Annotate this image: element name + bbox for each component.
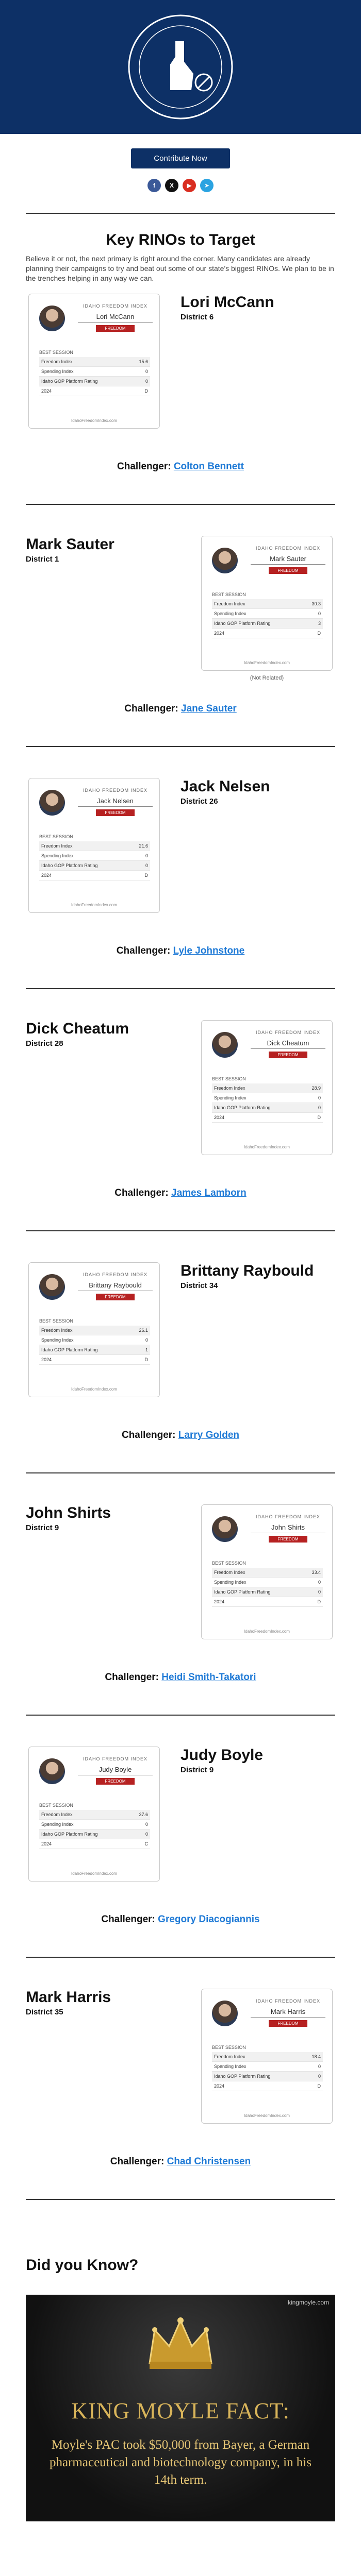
score-row: [212, 1103, 323, 1113]
candidate-heading: [180, 294, 335, 321]
fact-headline: KING MOYLE FACT:: [71, 2398, 290, 2424]
top-cta-area: [0, 134, 361, 168]
challenger-line: [0, 1188, 361, 1199]
card-org: IDAHO FREEDOM INDEX: [83, 1756, 147, 1761]
facebook-icon[interactable]: f: [147, 179, 161, 192]
card-section-label: BEST SESSION: [39, 1803, 73, 1808]
challenger-label: Challenger:: [117, 461, 174, 472]
candidate-name: Lori McCann: [180, 294, 274, 311]
score-label: Freedom Index: [214, 2054, 245, 2059]
candidate-photo: [39, 306, 65, 331]
freedom-badge: FREEDOM FAILURE: [96, 1294, 135, 1300]
contribute-now-button[interactable]: Contribute Now: [131, 148, 229, 168]
divider: [26, 2199, 335, 2200]
score-label: Spending Index: [41, 369, 74, 374]
card-candidate-name: Lori McCann: [78, 313, 153, 323]
challenger-label: Challenger:: [121, 1430, 178, 1440]
score-label: Spending Index: [41, 1337, 74, 1343]
did-you-know-section: [0, 2257, 361, 2521]
candidate-photo: [39, 790, 65, 816]
score-table: [39, 841, 150, 880]
card-footer: IdahoFreedomIndex.com: [244, 2113, 290, 2118]
card-footer: IdahoFreedomIndex.com: [71, 1387, 117, 1392]
score-value: 0: [145, 369, 148, 374]
score-value: 0: [318, 2064, 321, 2069]
card-footer: IdahoFreedomIndex.com: [244, 1145, 290, 1149]
card-candidate-name: Brittany Raybould: [78, 1281, 153, 1291]
candidate-photo: [212, 548, 238, 573]
score-row: [39, 1335, 150, 1345]
score-value: 0: [145, 379, 148, 384]
score-label: Idaho GOP Platform Rating: [214, 2074, 271, 2079]
score-table: [39, 357, 150, 396]
score-row: [212, 599, 323, 609]
candidate-block: [0, 520, 361, 762]
youtube-icon[interactable]: ▶: [183, 179, 196, 192]
score-table: [212, 599, 323, 638]
candidate-name: John Shirts: [26, 1504, 111, 1521]
social-links: [0, 179, 361, 192]
section-title: Key RINOs to Target: [106, 231, 255, 248]
score-table: [212, 2052, 323, 2091]
divider: [26, 213, 335, 214]
card-org: IDAHO FREEDOM INDEX: [255, 1514, 320, 1519]
challenger-line: [0, 2156, 361, 2167]
score-row: [212, 2052, 323, 2062]
score-row: [212, 1587, 323, 1597]
card-candidate-name: Jack Nelsen: [78, 797, 153, 807]
candidate-photo: [39, 1758, 65, 1784]
freedom-badge: FREEDOM FAILURE: [269, 567, 307, 574]
challenger-label: Challenger:: [101, 1914, 158, 1925]
candidate-heading: [26, 1989, 180, 2016]
score-label: Freedom Index: [214, 1570, 245, 1575]
freedom-index-card: [28, 1262, 160, 1397]
score-value: D: [317, 2083, 321, 2089]
score-row: [39, 367, 150, 377]
card-section-label: BEST SESSION: [212, 1561, 246, 1566]
challenger-line: [0, 1672, 361, 1683]
freedom-badge: FREEDOM FAILURE: [96, 809, 135, 816]
challenger-link[interactable]: James Lamborn: [171, 1188, 247, 1198]
score-label: Freedom Index: [41, 1328, 73, 1333]
score-row: [212, 619, 323, 629]
score-label: Idaho GOP Platform Rating: [214, 621, 271, 626]
score-label: Spending Index: [41, 1822, 74, 1827]
score-value: C: [144, 1841, 148, 1846]
card-org: IDAHO FREEDOM INDEX: [255, 1998, 320, 2004]
divider: [26, 504, 335, 505]
candidate-photo: [212, 2001, 238, 2026]
freedom-index-card: [28, 294, 160, 429]
candidate-block: [0, 1731, 361, 1973]
card-candidate-name: John Shirts: [251, 1523, 325, 1533]
card-org: IDAHO FREEDOM INDEX: [255, 1030, 320, 1035]
score-value: 15.6: [139, 359, 148, 364]
x-icon[interactable]: X: [165, 179, 178, 192]
score-row: [39, 1820, 150, 1829]
score-value: D: [317, 1599, 321, 1604]
score-row: [212, 609, 323, 619]
card-section-label: BEST SESSION: [39, 350, 73, 355]
score-row: [39, 1829, 150, 1839]
candidate-photo: [39, 1274, 65, 1300]
card-section-label: BEST SESSION: [39, 1318, 73, 1324]
challenger-label: Challenger:: [116, 945, 173, 956]
score-value: D: [317, 631, 321, 636]
freedom-index-card: [201, 536, 333, 671]
candidate-heading: [26, 1504, 180, 1532]
score-row: [212, 2062, 323, 2072]
score-value: D: [144, 1357, 148, 1362]
card-footer: IdahoFreedomIndex.com: [244, 660, 290, 665]
challenger-link[interactable]: Larry Golden: [178, 1430, 240, 1440]
score-row: [39, 1326, 150, 1335]
candidate-district: District 34: [180, 1281, 218, 1290]
score-row: [39, 1345, 150, 1355]
challenger-line: [0, 1430, 361, 1441]
score-row: [212, 629, 323, 638]
score-row: [39, 871, 150, 880]
challenger-link[interactable]: Gregory Diacogiannis: [158, 1914, 260, 1925]
score-label: 2024: [214, 1115, 225, 1120]
card-org: IDAHO FREEDOM INDEX: [255, 546, 320, 551]
candidate-name: Mark Harris: [26, 1989, 111, 2006]
candidate-district: District 28: [26, 1039, 63, 1048]
score-value: 26.1: [139, 1328, 148, 1333]
score-table: [212, 1568, 323, 1607]
score-label: 2024: [214, 2083, 225, 2089]
score-row: [39, 1355, 150, 1365]
score-label: Spending Index: [214, 1095, 247, 1100]
score-label: 2024: [41, 388, 52, 394]
candidate-district: District 1: [26, 555, 59, 564]
stop-idaho-rinos-logo: [126, 13, 235, 121]
score-value: D: [317, 1115, 321, 1120]
score-table: [39, 1326, 150, 1365]
card-org: IDAHO FREEDOM INDEX: [83, 788, 147, 793]
score-label: Idaho GOP Platform Rating: [41, 1832, 98, 1837]
score-value: 21.6: [139, 843, 148, 849]
challenger-link[interactable]: Chad Christensen: [167, 2156, 251, 2167]
score-row: [39, 851, 150, 861]
score-value: 18.4: [311, 2054, 321, 2059]
score-row: [212, 2072, 323, 2081]
card-footer: IdahoFreedomIndex.com: [71, 903, 117, 907]
freedom-badge: FREEDOM FAILURE: [96, 1778, 135, 1785]
divider: [26, 988, 335, 989]
score-label: 2024: [41, 873, 52, 878]
score-label: Freedom Index: [41, 843, 73, 849]
candidate-block: [0, 1489, 361, 1731]
freedom-badge: FREEDOM FAILURE: [269, 2020, 307, 2027]
candidate-block: [0, 278, 361, 520]
candidate-block: [0, 762, 361, 1005]
card-org: IDAHO FREEDOM INDEX: [83, 1272, 147, 1277]
freedom-index-card: [201, 1989, 333, 2124]
score-value: 0: [145, 1337, 148, 1343]
score-value: 37.6: [139, 1812, 148, 1817]
score-value: 0: [145, 1832, 148, 1837]
candidate-name: Dick Cheatum: [26, 1020, 129, 1037]
score-label: Idaho GOP Platform Rating: [41, 863, 98, 868]
score-label: Freedom Index: [41, 359, 73, 364]
card-footer: IdahoFreedomIndex.com: [71, 418, 117, 423]
score-value: 30.3: [311, 601, 321, 606]
score-row: [39, 377, 150, 386]
score-label: Idaho GOP Platform Rating: [214, 1589, 271, 1595]
score-row: [212, 1113, 323, 1123]
candidate-block: [0, 1005, 361, 1247]
challenger-link[interactable]: Colton Bennett: [173, 461, 244, 472]
score-value: 0: [318, 1580, 321, 1585]
score-label: Spending Index: [214, 1580, 247, 1585]
challenger-link[interactable]: Lyle Johnstone: [173, 945, 245, 956]
score-value: 0: [145, 863, 148, 868]
score-value: D: [144, 873, 148, 878]
card-section-label: BEST SESSION: [212, 1076, 246, 1081]
score-label: 2024: [41, 1841, 52, 1846]
card-section-label: BEST SESSION: [212, 592, 246, 597]
score-label: 2024: [214, 631, 225, 636]
freedom-index-card: [201, 1020, 333, 1155]
score-table: [39, 1810, 150, 1849]
card-candidate-name: Dick Cheatum: [251, 1039, 325, 1049]
candidate-district: District 26: [180, 797, 218, 806]
card-candidate-name: Judy Boyle: [78, 1766, 153, 1775]
score-value: 28.9: [311, 1086, 321, 1091]
score-label: Spending Index: [214, 2064, 247, 2069]
candidate-district: District 9: [26, 1523, 59, 1532]
score-value: 0: [145, 1822, 148, 1827]
candidate-name: Jack Nelsen: [180, 778, 270, 795]
freedom-index-card: [28, 1747, 160, 1882]
did-you-know-title: Did you Know?: [26, 2257, 139, 2274]
challenger-line: [0, 945, 361, 957]
score-row: [39, 1839, 150, 1849]
score-label: 2024: [214, 1599, 225, 1604]
card-candidate-name: Mark Harris: [251, 2008, 325, 2018]
score-value: 1: [145, 1347, 148, 1352]
score-label: 2024: [41, 1357, 52, 1362]
freedom-index-card: [201, 1504, 333, 1639]
candidate-district: District 9: [180, 1766, 214, 1774]
challenger-link[interactable]: Jane Sauter: [181, 703, 237, 714]
divider: [26, 746, 335, 747]
candidate-district: District 6: [180, 313, 214, 321]
candidate-heading: [180, 1262, 335, 1290]
card-footer: IdahoFreedomIndex.com: [244, 1629, 290, 1634]
card-org: IDAHO FREEDOM INDEX: [83, 303, 147, 309]
score-label: Freedom Index: [214, 1086, 245, 1091]
candidate-district: District 35: [26, 2008, 63, 2016]
card-section-label: BEST SESSION: [39, 834, 73, 839]
divider: [26, 1230, 335, 1231]
score-row: [212, 1597, 323, 1607]
score-value: D: [144, 388, 148, 394]
candidate-photo: [212, 1516, 238, 1542]
score-value: 0: [145, 853, 148, 858]
crown-icon: [144, 2314, 217, 2371]
score-value: 0: [318, 1105, 321, 1110]
card-candidate-name: Mark Sauter: [251, 555, 325, 565]
score-row: [39, 861, 150, 871]
score-label: Freedom Index: [214, 601, 245, 606]
score-table: [212, 1083, 323, 1123]
candidate-heading: [26, 1020, 180, 1048]
challenger-label: Challenger:: [105, 1672, 162, 1683]
candidate-name: Judy Boyle: [180, 1747, 264, 1764]
score-label: Spending Index: [214, 611, 247, 616]
fact-site-label: kingmoyle.com: [287, 2299, 329, 2306]
score-label: Idaho GOP Platform Rating: [41, 1347, 98, 1352]
candidate-name: Brittany Raybould: [180, 1262, 314, 1279]
score-value: 0: [318, 1095, 321, 1100]
candidate-heading: [180, 778, 335, 806]
freedom-badge: FREEDOM FAILURE: [269, 1536, 307, 1543]
score-value: 0: [318, 2074, 321, 2079]
score-row: [212, 1578, 323, 1587]
candidate-heading: [26, 536, 180, 564]
divider: [26, 1472, 335, 1473]
challenger-note: (Not Related): [250, 675, 284, 681]
fact-body: Moyle's PAC took $50,000 from Bayer, a German pharmaceutical and biotechnology company, in his 14th term.: [50, 2438, 311, 2487]
score-row: [39, 357, 150, 367]
challenger-label: Challenger:: [110, 2156, 167, 2167]
candidate-block: [0, 1973, 361, 2215]
score-row: [212, 2081, 323, 2091]
king-moyle-fact-graphic: [26, 2295, 335, 2521]
score-label: Spending Index: [41, 853, 74, 858]
card-section-label: BEST SESSION: [212, 2045, 246, 2050]
telegram-icon[interactable]: ➤: [200, 179, 214, 192]
card-footer: IdahoFreedomIndex.com: [71, 1871, 117, 1876]
score-value: 0: [318, 1589, 321, 1595]
score-row: [39, 1810, 150, 1820]
intro-paragraph: Believe it or not, the next primary is right around the corner. Many candidates are already planning their campaigns to try and beat out some of our state's biggest RINOs. We plan to be in the trenches helping in any way we can.: [26, 255, 334, 282]
score-value: 0: [318, 611, 321, 616]
score-value: 33.4: [311, 1570, 321, 1575]
freedom-badge: FREEDOM FAILURE: [269, 1052, 307, 1058]
challenger-link[interactable]: Heidi Smith-Takatori: [161, 1672, 256, 1683]
header-banner: [0, 0, 361, 134]
divider: [26, 1715, 335, 1716]
candidate-heading: [180, 1747, 335, 1774]
challenger-label: Challenger:: [114, 1188, 172, 1198]
challenger-label: Challenger:: [124, 703, 182, 714]
challenger-line: [0, 1914, 361, 1925]
score-row: [212, 1568, 323, 1578]
candidate-block: [0, 1247, 361, 1489]
freedom-badge: FREEDOM FAILURE: [96, 325, 135, 332]
candidate-photo: [212, 1032, 238, 1058]
challenger-line: [0, 461, 361, 472]
score-value: 3: [318, 621, 321, 626]
challenger-line: [0, 703, 361, 715]
freedom-index-card: [28, 778, 160, 913]
score-row: [212, 1083, 323, 1093]
score-label: Idaho GOP Platform Rating: [214, 1105, 271, 1110]
score-row: [39, 841, 150, 851]
score-label: Idaho GOP Platform Rating: [41, 379, 98, 384]
score-row: [212, 1093, 323, 1103]
score-row: [39, 386, 150, 396]
score-label: Freedom Index: [41, 1812, 73, 1817]
candidate-name: Mark Sauter: [26, 536, 114, 553]
divider: [26, 1957, 335, 1958]
